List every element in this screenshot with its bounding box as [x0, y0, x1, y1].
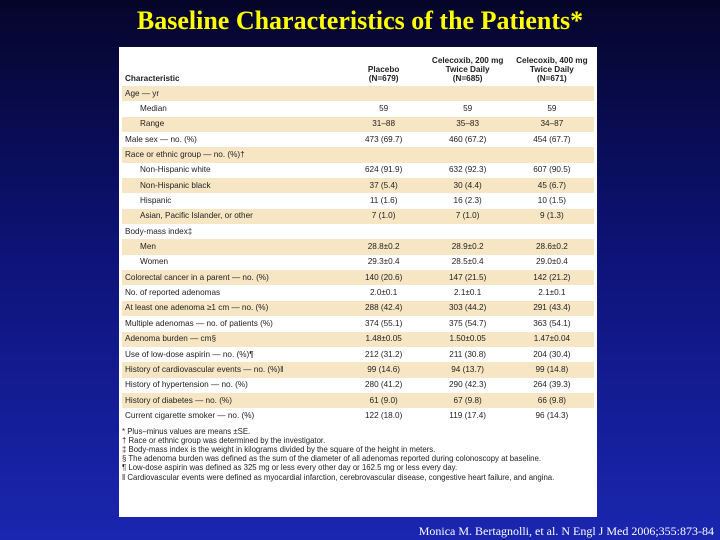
row-value: 1.48±0.05 [342, 332, 426, 347]
row-value: 2.0±0.1 [342, 285, 426, 300]
table-row [122, 193, 594, 208]
row-value: 30 (4.4) [426, 178, 510, 193]
citation: Monica M. Bertagnolli, et al. N Engl J Med 2006;355:873-84 [418, 524, 714, 538]
row-value: 45 (6.7) [510, 178, 594, 193]
row-value: 99 (14.6) [342, 362, 426, 377]
table-row [122, 147, 594, 162]
footnote: * Plus–minus values are means ±SE. [122, 426, 251, 436]
row-value: 11 (1.6) [342, 193, 426, 208]
table-row [122, 163, 594, 178]
footnote: § The adenoma burden was defined as the sum of the diameter of all adenomas reported during colonoscopy at baseline. [122, 454, 541, 464]
row-label: Range [122, 117, 342, 132]
table-row [122, 86, 594, 101]
table-row [122, 117, 594, 132]
row-value: 61 (9.0) [342, 393, 426, 408]
table-row [122, 378, 594, 393]
table-body [122, 86, 594, 424]
row-value: 280 (41.2) [342, 378, 426, 393]
table-row [122, 316, 594, 331]
row-value: 29.0±0.4 [510, 255, 594, 270]
row-value: 204 (30.4) [510, 347, 594, 362]
row-value: 147 (21.5) [426, 270, 510, 285]
row-value [426, 147, 510, 162]
table-row [122, 332, 594, 347]
slide-title: Baseline Characteristics of the Patients* [136, 6, 584, 35]
header-characteristic: Characteristic [122, 49, 342, 86]
row-value: 290 (42.3) [426, 378, 510, 393]
table-row [122, 393, 594, 408]
row-value [510, 147, 594, 162]
row-value: 1.50±0.05 [426, 332, 510, 347]
row-value: 119 (17.4) [426, 408, 510, 423]
row-value: 624 (91.9) [342, 163, 426, 178]
table-row [122, 362, 594, 377]
row-value: 31–88 [342, 117, 426, 132]
row-value: 59 [426, 101, 510, 116]
row-value: 28.5±0.4 [426, 255, 510, 270]
row-value: 96 (14.3) [510, 408, 594, 423]
baseline-table [122, 49, 594, 424]
row-label: Hispanic [122, 193, 342, 208]
row-value: 374 (55.1) [342, 316, 426, 331]
row-label: No. of reported adenomas [122, 285, 342, 300]
row-value: 28.6±0.2 [510, 239, 594, 254]
row-value: 28.9±0.2 [426, 239, 510, 254]
row-value: 35–83 [426, 117, 510, 132]
row-value [426, 86, 510, 101]
row-value: 142 (21.2) [510, 270, 594, 285]
header-celecoxib-400: Celecoxib, 400 mg Twice Daily (N=671) [510, 49, 594, 86]
row-value: 122 (18.0) [342, 408, 426, 423]
row-value: 67 (9.8) [426, 393, 510, 408]
table-row [122, 255, 594, 270]
header-celecoxib-200: Celecoxib, 200 mg Twice Daily (N=685) [426, 49, 510, 86]
row-value: 212 (31.2) [342, 347, 426, 362]
row-value: 288 (42.4) [342, 301, 426, 316]
table-row [122, 408, 594, 423]
row-value: 28.8±0.2 [342, 239, 426, 254]
footnote: ¶ Low-dose aspirin was defined as 325 mg or less every other day or 162.5 mg or less every day. [122, 463, 458, 473]
table-card [119, 47, 597, 517]
row-value: 59 [342, 101, 426, 116]
row-value: 607 (90.5) [510, 163, 594, 178]
table-row [122, 239, 594, 254]
row-value: 59 [510, 101, 594, 116]
row-label: History of cardiovascular events — no. (%)‖ [122, 362, 342, 377]
row-value [510, 86, 594, 101]
row-value: 632 (92.3) [426, 163, 510, 178]
row-value: 473 (69.7) [342, 132, 426, 147]
footnotes [122, 427, 597, 482]
row-value: 2.1±0.1 [510, 285, 594, 300]
table-row [122, 101, 594, 116]
row-value [510, 224, 594, 239]
table-row [122, 132, 594, 147]
row-label: Age — yr [122, 86, 342, 101]
table-row [122, 285, 594, 300]
table-row [122, 209, 594, 224]
table-row [122, 347, 594, 362]
row-value: 363 (54.1) [510, 316, 594, 331]
header-placebo: Placebo (N=679) [342, 49, 426, 86]
row-label: Men [122, 239, 342, 254]
row-label: Non-Hispanic black [122, 178, 342, 193]
table-row [122, 301, 594, 316]
table-row [122, 224, 594, 239]
row-label: Women [122, 255, 342, 270]
footnote: † Race or ethnic group was determined by the investigator. [122, 435, 326, 445]
row-value [342, 224, 426, 239]
row-value: 454 (67.7) [510, 132, 594, 147]
row-label: At least one adenoma ≥1 cm — no. (%) [122, 301, 342, 316]
row-value: 7 (1.0) [342, 209, 426, 224]
row-value [342, 86, 426, 101]
row-value [426, 224, 510, 239]
row-label: Male sex — no. (%) [122, 132, 342, 147]
row-value [342, 147, 426, 162]
row-label: Median [122, 101, 342, 116]
row-value: 375 (54.7) [426, 316, 510, 331]
footnote: ‡ Body-mass index is the weight in kilograms divided by the square of the height in meters. [122, 444, 436, 454]
table-row [122, 270, 594, 285]
row-label: Body-mass index‡ [122, 224, 342, 239]
row-value: 99 (14.8) [510, 362, 594, 377]
row-label: Multiple adenomas — no. of patients (%) [122, 316, 342, 331]
row-label: Colorectal cancer in a parent — no. (%) [122, 270, 342, 285]
row-label: Asian, Pacific Islander, or other [122, 209, 342, 224]
row-label: Use of low-dose aspirin — no. (%)¶ [122, 347, 342, 362]
row-value: 291 (43.4) [510, 301, 594, 316]
row-value: 1.47±0.04 [510, 332, 594, 347]
row-label: History of hypertension — no. (%) [122, 378, 342, 393]
row-label: History of diabetes — no. (%) [122, 393, 342, 408]
row-value: 9 (1.3) [510, 209, 594, 224]
row-value: 460 (67.2) [426, 132, 510, 147]
row-label: Current cigarette smoker — no. (%) [122, 408, 342, 423]
row-value: 7 (1.0) [426, 209, 510, 224]
row-value: 94 (13.7) [426, 362, 510, 377]
row-value: 34–87 [510, 117, 594, 132]
row-value: 66 (9.8) [510, 393, 594, 408]
row-value: 37 (5.4) [342, 178, 426, 193]
row-value: 2.1±0.1 [426, 285, 510, 300]
row-value: 303 (44.2) [426, 301, 510, 316]
footnote: ‖ Cardiovascular events were defined as myocardial infarction, cerebrovascular disease, congestive heart failure, and angina. [122, 472, 555, 482]
row-value: 140 (20.6) [342, 270, 426, 285]
row-label: Race or ethnic group — no. (%)† [122, 147, 342, 162]
row-value: 211 (30.8) [426, 347, 510, 362]
row-label: Adenoma burden — cm§ [122, 332, 342, 347]
table-row [122, 178, 594, 193]
row-value: 29.3±0.4 [342, 255, 426, 270]
row-label: Non-Hispanic white [122, 163, 342, 178]
row-value: 264 (39.3) [510, 378, 594, 393]
table-header-row [122, 49, 594, 86]
row-value: 16 (2.3) [426, 193, 510, 208]
row-value: 10 (1.5) [510, 193, 594, 208]
